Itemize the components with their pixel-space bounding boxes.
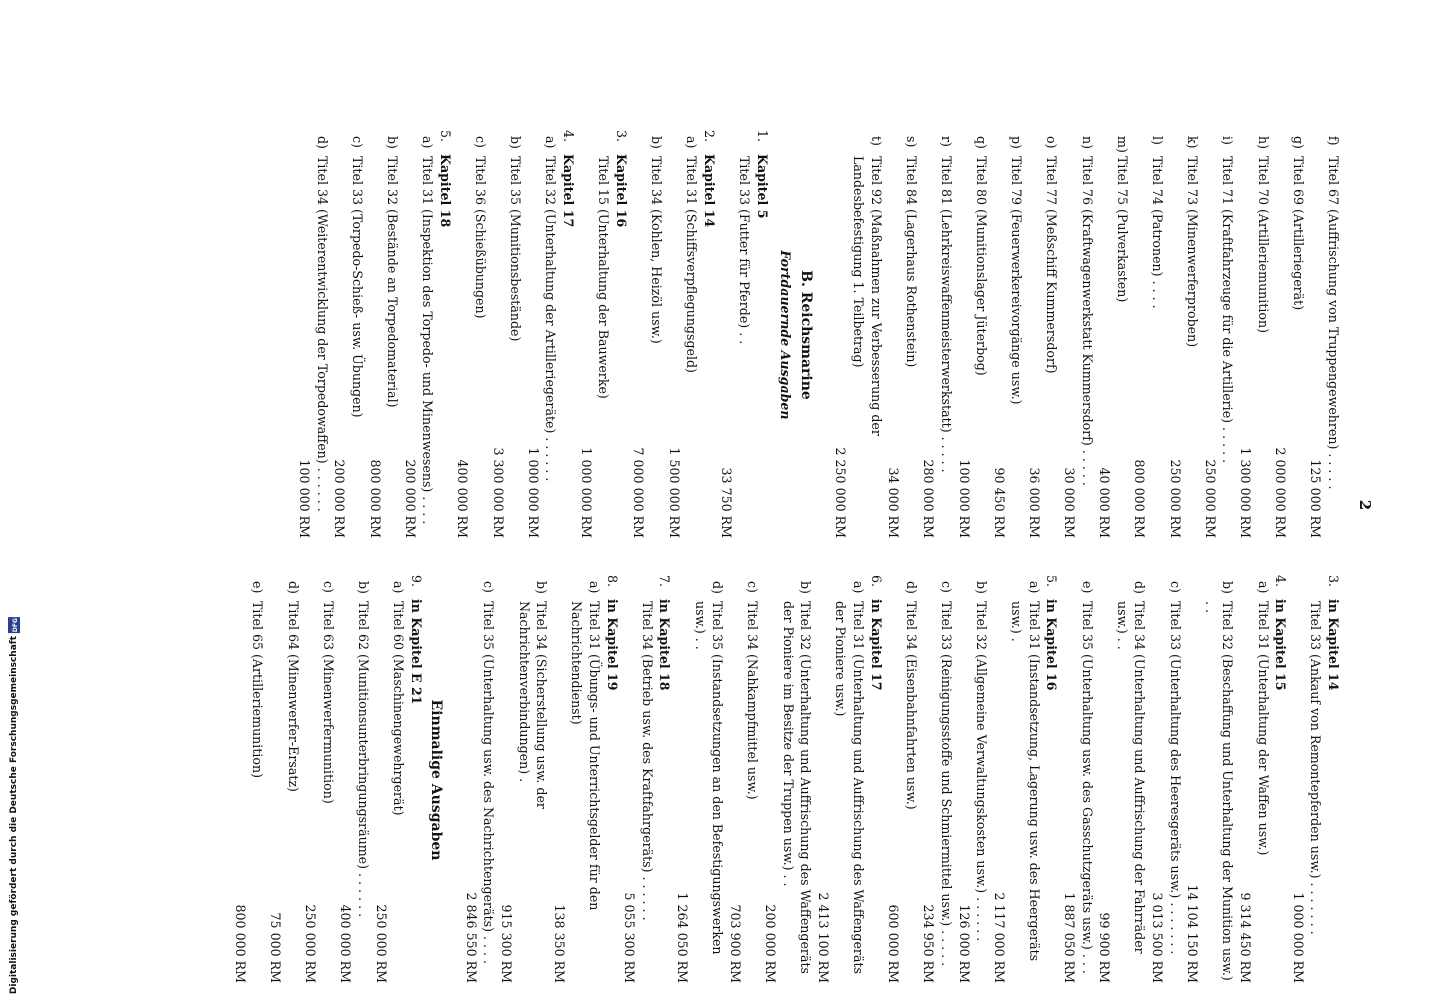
entry-description: Titel 62 (Munitionsunterbringungsräume) . . . . . .: [355, 601, 371, 918]
entry-description: Titel 79 (Feuerwerkereivorgänge usw.): [1009, 156, 1025, 405]
entry-label: n): [1079, 136, 1095, 150]
entry-description: Titel 33 (Torpedo-Schieß- usw. Übungen): [349, 156, 365, 418]
item-number: 5.: [1044, 575, 1060, 588]
budget-entry: [665, 130, 700, 540]
entry-amount: 800 000 RM: [367, 459, 383, 538]
entry-description: Titel 32 (Beschaffung und Unterhaltung der Munition usw.) . .: [1202, 601, 1236, 981]
entry-amount: 14 104 150 RM: [1185, 884, 1201, 983]
entry-amount: 234 950 RM: [921, 904, 937, 983]
chapter-title: in Kapitel 16: [1044, 599, 1060, 691]
budget-entry: [1289, 575, 1324, 985]
entry-amount: 1 000 000 RM: [578, 447, 594, 538]
entry-description: Titel 60 (Maschinengewehrgerät): [391, 601, 407, 816]
funder-note: [8, 602, 28, 994]
entry-text-row: [384, 130, 402, 540]
budget-entry: [885, 575, 920, 985]
right-column: [296, 130, 1342, 540]
entry-label: b): [1220, 581, 1236, 594]
item-number: 7.: [657, 575, 673, 588]
entry-text-row: [1148, 130, 1166, 540]
chapter-row: [1272, 575, 1290, 985]
entry-description: Titel 92 (Maßnahmen zur Verbesserung der Landesbefestigung 1. Teilbetrag): [850, 156, 884, 436]
entry-label: e): [250, 581, 266, 594]
entry-label: c): [473, 136, 489, 148]
budget-entry: [726, 575, 761, 985]
entry-text-row: [319, 575, 337, 985]
chapter-title: Kapitel 14: [701, 154, 717, 228]
budget-entry: [550, 575, 603, 985]
budget-entry: [673, 575, 726, 985]
entry-label: f): [1326, 136, 1341, 146]
entry-amount: 7 000 000 RM: [631, 447, 647, 538]
entry-description: Titel 63 (Minenwerfermunition): [320, 601, 336, 804]
entry-description: Titel 70 (Artilleriemunition): [1255, 156, 1271, 334]
entry-label: o): [1044, 136, 1060, 149]
entry-amount: 2 117 000 RM: [991, 892, 1007, 983]
entry-amount: 250 000 RM: [1202, 459, 1218, 538]
budget-entry: [1166, 130, 1201, 540]
budget-entry: [1272, 130, 1307, 540]
budget-entry: [621, 575, 656, 985]
entry-amount: 200 000 RM: [763, 904, 778, 983]
entry-amount: 200 000 RM: [402, 459, 418, 538]
budget-entry: [266, 575, 301, 985]
entry-text-row: [1219, 130, 1237, 540]
page-number: 2: [1356, 499, 1374, 511]
chapter-row: [753, 130, 771, 540]
entry-description: Titel 71 (Kraftfahrzeuge für die Artillerie) . . . . .: [1220, 156, 1236, 464]
entry-text-row: [1078, 130, 1096, 540]
entry-amount: 9 314 450 RM: [1238, 892, 1254, 983]
entry-text-row: [390, 575, 408, 985]
entry-text-row: [313, 130, 331, 540]
entry-description: Titel 35 (Instandsetzungen an den Befestigungswerken usw.) . .: [692, 601, 726, 955]
entry-label: h): [1255, 136, 1271, 150]
entry-description: Titel 67 (Auffrischung von Truppengewehren) . . . . .: [1326, 156, 1341, 490]
entry-text-row: [348, 130, 366, 540]
right-column-navy-items: [296, 130, 771, 540]
entry-description: Titel 31 (Unterhaltung der Waffen usw.): [1255, 601, 1271, 856]
section-heading: Einmalige Ausgaben: [428, 699, 445, 861]
entry-text-row: [568, 575, 603, 985]
budget-entry: [231, 575, 266, 985]
budget-entry: [1061, 130, 1096, 540]
entry-amount: 30 000 RM: [1062, 467, 1078, 538]
chapter-title: in Kapitel 18: [657, 599, 673, 691]
entry-amount: 200 000 RM: [332, 459, 348, 538]
budget-entry: [1148, 575, 1183, 985]
budget-entry: [1236, 575, 1271, 985]
dfg-logo: DFG: [8, 617, 20, 633]
entry-text-row: [354, 575, 372, 985]
budget-entry: [489, 130, 524, 540]
funder-text: Digitalisierung gefördert durch die Deutsche Forschungsgemeinschaft: [9, 635, 19, 994]
entry-label: b): [974, 581, 990, 594]
item-number: 4.: [1273, 575, 1289, 588]
budget-entry: [885, 130, 920, 540]
entry-amount: 75 000 RM: [267, 912, 283, 983]
chapter-title: Kapitel 17: [561, 154, 577, 228]
item-number: 6.: [868, 575, 884, 588]
entry-description: Titel 75 (Pulverkasten): [1114, 156, 1130, 303]
entry-text-row: [744, 575, 762, 985]
entry-amount: 126 000 RM: [956, 904, 972, 983]
chapter-row: [1043, 575, 1061, 985]
entry-amount: 250 000 RM: [303, 904, 319, 983]
entry-text-row: [542, 130, 560, 540]
right-column-army-items: [832, 130, 1342, 540]
entry-amount: 3 013 500 RM: [1150, 892, 1166, 983]
entry-label: a): [1026, 581, 1042, 594]
budget-entry: [1061, 575, 1096, 985]
budget-entry: [630, 130, 665, 540]
entry-label: b): [508, 136, 524, 149]
item-number: 8.: [604, 575, 620, 588]
chapter-row: [656, 575, 674, 985]
entry-description: Titel 33 (Futter für Pferde) . .: [737, 156, 752, 345]
budget-entry: [1307, 130, 1342, 540]
entry-description: Titel 34 (Nahkampfmittel usw.): [745, 601, 761, 800]
entry-text-row: [1307, 575, 1325, 985]
entry-label: a): [391, 581, 407, 594]
budget-entry: [1236, 130, 1271, 540]
entry-amount: 1 000 000 RM: [525, 447, 541, 538]
entry-description: Titel 33 (Reinigungsstoffe und Schmiermittel usw.) . . . . .: [938, 601, 954, 967]
chapter-row: [436, 130, 454, 540]
entry-amount: 400 000 RM: [338, 904, 354, 983]
entry-amount: 915 300 RM: [499, 904, 515, 983]
entry-text-row: [832, 575, 867, 985]
entry-label: c): [349, 136, 365, 148]
entry-text-row: [1008, 575, 1043, 985]
entry-label: c): [745, 581, 761, 593]
entry-text-row: [937, 575, 955, 985]
item-number: 3.: [1326, 575, 1341, 588]
entry-description: Titel 34 (Sicherstellung usw. der Nachrichtenverbindungen) .: [516, 601, 550, 809]
budget-entry: [920, 575, 955, 985]
navy-subheading: Fortdauernde Ausgaben: [778, 250, 794, 420]
entry-label: b): [534, 581, 550, 594]
entry-amount: 33 750 RM: [719, 467, 735, 538]
entry-description: Titel 34 (Kohlen, Heizöl usw.): [649, 156, 665, 344]
entry-description: Titel 34 (Unterhaltung und Auffrischung der Fahrräder usw.) . .: [1114, 601, 1148, 954]
chapter-row: [603, 575, 621, 985]
budget-entry: [718, 130, 753, 540]
entry-amount: 2 000 000 RM: [1273, 447, 1289, 538]
budget-entry: [372, 575, 407, 985]
entry-label: l): [1150, 136, 1166, 145]
entry-amount: 800 000 RM: [1132, 459, 1148, 538]
budget-entry: [990, 575, 1043, 985]
entry-label: g): [1290, 136, 1306, 149]
entry-text-row: [480, 575, 498, 985]
entry-amount: 3 300 000 RM: [490, 447, 506, 538]
budget-entry: [955, 575, 990, 985]
budget-entry: [337, 575, 372, 985]
entry-amount: 800 000 RM: [232, 904, 248, 983]
entry-text-row: [779, 575, 814, 985]
entry-amount: 280 000 RM: [921, 459, 937, 538]
entry-label: b): [798, 581, 814, 594]
entry-text-row: [284, 575, 302, 985]
entry-amount: 100 000 RM: [956, 459, 972, 538]
entry-description: Titel 84 (Lagerhaus Rothenstein): [903, 156, 919, 368]
entry-amount: 2 250 000 RM: [833, 447, 849, 538]
entry-description: Titel 34 (Eisenbahnfahrten usw.): [903, 601, 919, 810]
entry-description: Titel 32 (Allgemeine Verwaltungskosten usw.) . . . . . .: [974, 601, 990, 942]
navy-heading: B. Reichsmarine: [797, 270, 814, 400]
entry-description: Titel 74 (Patronen) . . . .: [1150, 156, 1166, 309]
entry-amount: 90 450 RM: [991, 467, 1007, 538]
entry-label: s): [903, 136, 919, 148]
entry-text-row: [419, 130, 437, 540]
entry-text-row: [1008, 130, 1026, 540]
entry-amount: 99 900 RM: [1097, 912, 1113, 983]
budget-entry: [1096, 575, 1149, 985]
budget-entry: [832, 130, 885, 540]
budget-entry: [814, 575, 867, 985]
entry-label: d): [903, 581, 919, 594]
entry-description: Titel 32 (Bestände an Torpedomaterial): [385, 156, 401, 408]
entry-description: Titel 31 (Schiffsverpflegungsgeld): [684, 156, 700, 373]
entry-label: c): [320, 581, 336, 593]
entry-amount: 250 000 RM: [373, 904, 389, 983]
entry-label: a): [543, 136, 559, 149]
entry-label: a): [684, 136, 700, 149]
entry-amount: 1 887 050 RM: [1062, 892, 1078, 983]
entry-description: Titel 31 (Inspektion des Torpedo- und Minenwesens) . . . .: [420, 156, 436, 525]
entry-description: Titel 81 (Lehrkreiswaffenmeisterwerkstatt) . . . . .: [938, 156, 954, 473]
entry-description: Titel 35 (Unterhaltung usw. des Nachrichtengeräts) . . . .: [481, 601, 497, 965]
entry-amount: 100 000 RM: [297, 459, 313, 538]
entry-text-row: [1078, 575, 1096, 985]
entry-text-row: [1254, 130, 1272, 540]
entry-text-row: [1166, 575, 1184, 985]
entry-label: m): [1114, 136, 1130, 153]
budget-entry: [577, 130, 612, 540]
entry-text-row: [1324, 130, 1342, 540]
budget-entry: [524, 130, 559, 540]
entry-amount: 1 264 050 RM: [675, 892, 691, 983]
entry-label: a): [1255, 581, 1271, 594]
budget-entry: [331, 130, 366, 540]
entry-text-row: [1113, 575, 1148, 985]
item-number: 1.: [754, 130, 770, 143]
entry-text-row: [1184, 130, 1202, 540]
budget-entry: [366, 130, 401, 540]
entry-text-row: [973, 130, 991, 540]
chapter-title: Kapitel 18: [437, 154, 453, 228]
entry-amount: 1 300 000 RM: [1238, 447, 1254, 538]
entry-label: d): [1132, 581, 1148, 594]
entry-description: Titel 73 (Minenwerferproben): [1185, 156, 1201, 348]
entry-text-row: [1043, 130, 1061, 540]
entry-text-row: [1289, 130, 1307, 540]
chapter-row: [559, 130, 577, 540]
chapter-row: [1324, 575, 1342, 985]
entry-description: Titel 77 (Meßschiff Kummersdorf): [1044, 156, 1060, 374]
item-number: 3.: [613, 130, 629, 143]
entry-label: a): [420, 136, 436, 149]
entry-label: c): [938, 581, 954, 593]
entry-label: p): [1009, 136, 1025, 149]
entry-amount: 400 000 RM: [455, 459, 471, 538]
budget-entry: [761, 575, 814, 985]
entry-text-row: [1254, 575, 1272, 985]
entry-text-row: [849, 130, 884, 540]
entry-text-row: [1201, 575, 1236, 985]
budget-entry: [302, 575, 337, 985]
budget-entry: [498, 575, 551, 985]
left-column: [231, 575, 1342, 985]
entry-amount: 125 000 RM: [1308, 459, 1324, 538]
chapter-title: in Kapitel 19: [604, 599, 620, 691]
entry-amount: 36 000 RM: [1026, 467, 1042, 538]
entry-text-row: [973, 575, 991, 985]
entry-amount: 2 413 100 RM: [815, 892, 831, 983]
entry-label: b): [649, 136, 665, 149]
entry-text-row: [902, 130, 920, 540]
budget-entry: [462, 575, 497, 985]
budget-entry: [1184, 575, 1237, 985]
entry-label: c): [1167, 581, 1183, 593]
budget-entry: [1131, 130, 1166, 540]
entry-description: Titel 32 (Unterhaltung der Artilleriegeräte) . . . . . .: [543, 156, 559, 482]
budget-entry: [1096, 130, 1131, 540]
chapter-title: Kapitel 16: [613, 154, 629, 228]
entry-text-row: [638, 575, 656, 985]
entry-text-row: [249, 575, 267, 985]
entry-text-row: [595, 130, 613, 540]
entry-label: i): [1220, 136, 1236, 145]
entry-amount: 250 000 RM: [1167, 459, 1183, 538]
item-number: 5.: [437, 130, 453, 143]
entry-amount: 34 000 RM: [886, 467, 902, 538]
entry-amount: 2 846 550 RM: [463, 892, 479, 983]
budget-entry: [955, 130, 990, 540]
entry-label: b): [385, 136, 401, 149]
budget-entry: [920, 130, 955, 540]
entry-description: Titel 65 (Artilleriemunition): [250, 601, 266, 779]
entry-label: e): [1079, 581, 1095, 594]
entry-description: Titel 80 (Munitionslager Jüterbog): [974, 156, 990, 376]
budget-entry: [1201, 130, 1236, 540]
entry-label: b): [355, 581, 371, 594]
entry-amount: 5 055 300 RM: [622, 892, 638, 983]
entry-text-row: [515, 575, 550, 985]
entry-amount: 703 900 RM: [727, 904, 743, 983]
budget-entry: [1025, 130, 1060, 540]
entry-description: Titel 64 (Minenwerfer-Ersatz): [285, 601, 301, 792]
item-number: 9.: [408, 575, 424, 588]
entry-text-row: [683, 130, 701, 540]
entry-label: d): [285, 581, 301, 594]
entry-label: c): [481, 581, 497, 593]
entry-text-row: [902, 575, 920, 985]
entry-label: d): [314, 136, 330, 149]
entry-label: d): [710, 581, 726, 594]
budget-entry: [401, 130, 436, 540]
entry-label: r): [938, 136, 954, 147]
entry-description: Titel 32 (Unterhaltung und Auffrischung des Waffengeräts der Pioniere im Besitze der Truppen usw.) . .: [780, 601, 814, 974]
chapter-title: in Kapitel E 21: [408, 599, 424, 705]
budget-entry: [454, 130, 489, 540]
entry-description: Titel 31 (Instandsetzung, Lagerung usw. des Heergeräts usw.) .: [1009, 601, 1042, 962]
item-number: 4.: [561, 130, 577, 143]
entry-description: Titel 33 (Unterhaltung des Heeresgeräts usw.) . . . . . . .: [1167, 601, 1183, 955]
entry-description: Titel 15 (Unterhaltung der Bauwerke): [596, 156, 612, 399]
entry-amount: 1 500 000 RM: [666, 447, 682, 538]
entry-text-row: [735, 130, 753, 540]
entry-amount: 40 000 RM: [1097, 467, 1113, 538]
budget-entry: [990, 130, 1025, 540]
entry-amount: 600 000 RM: [886, 904, 902, 983]
entry-label: a): [587, 581, 603, 594]
entry-amount: 138 350 RM: [551, 904, 567, 983]
chapter-row: [700, 130, 718, 540]
entry-description: Titel 36 (Schießübungen): [473, 156, 489, 319]
chapter-row: [407, 575, 425, 985]
entry-text-row: [647, 130, 665, 540]
entry-label: q): [974, 136, 990, 149]
entry-description: Titel 31 (Übungs- und Unterrichtsgelder für den Nachrichtendienst): [569, 601, 603, 911]
chapter-title: in Kapitel 17: [868, 599, 884, 691]
budget-entry: [296, 130, 331, 540]
entry-text-row: [937, 130, 955, 540]
entry-text-row: [472, 130, 490, 540]
entry-description: Titel 34 (Betrieb usw. des Kraftfahrgeräts) . . . . . .: [639, 601, 655, 921]
entry-text-row: [1113, 130, 1131, 540]
chapter-row: [867, 575, 885, 985]
entry-description: Titel 34 (Weiterentwicklung der Torpedowaffen) . . . . . .: [314, 156, 330, 512]
entry-description: Titel 35 (Unterhaltung usw. des Gasschutzgeräts usw.) . . .: [1079, 601, 1095, 974]
entry-description: Titel 33 (Ankauf von Remontepferden usw.) . . . . . . .: [1308, 601, 1324, 935]
entry-description: Titel 35 (Munitionsbestände): [508, 156, 524, 342]
entry-label: a): [850, 581, 866, 594]
item-number: 2.: [701, 130, 717, 143]
entry-description: Titel 31 (Unterhaltung und Auffrischung des Waffengeräts der Pioniere usw.): [833, 601, 866, 974]
chapter-row: [612, 130, 630, 540]
entry-text-row: [691, 575, 726, 985]
chapter-title: Kapitel 5: [754, 154, 770, 219]
entry-label: t): [868, 136, 884, 146]
chapter-title: in Kapitel 14: [1326, 599, 1341, 691]
entry-text-row: [507, 130, 525, 540]
chapter-title: in Kapitel 15: [1273, 599, 1289, 691]
entry-amount: 1 000 000 RM: [1290, 892, 1306, 983]
entry-label: k): [1185, 136, 1201, 149]
entry-description: Titel 76 (Kraftwagenwerkstatt Kummersdorf) . . . . .: [1079, 156, 1095, 486]
entry-description: Titel 69 (Artilleriegerät): [1290, 156, 1306, 311]
